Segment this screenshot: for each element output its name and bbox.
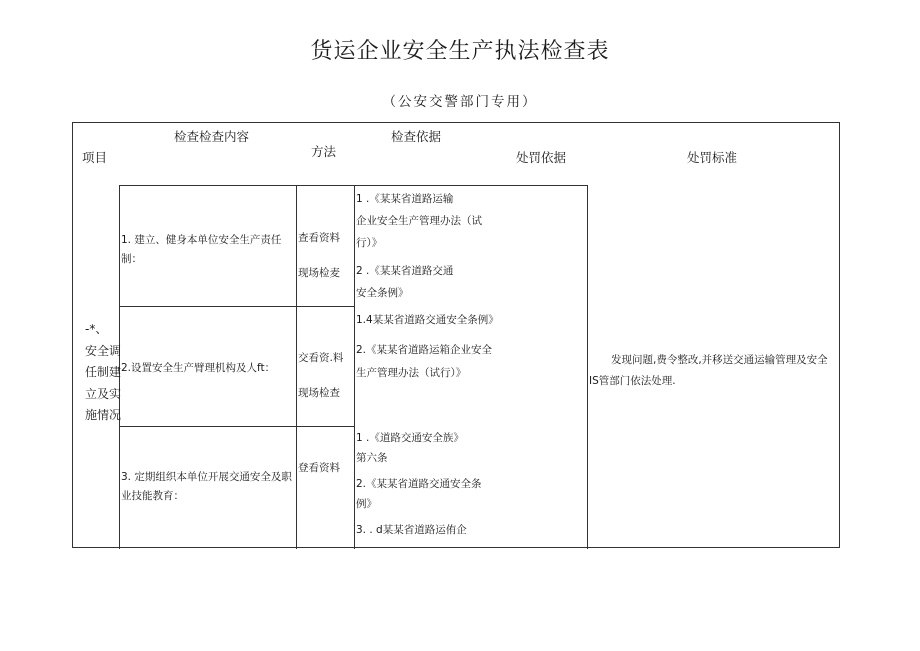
item-label-line: 安全调 <box>85 343 122 358</box>
divider-row2 <box>119 426 354 427</box>
row1-content: 1. 建立、健身本单位安全生产责任 制： <box>121 234 282 265</box>
item-label-line: -*、 <box>85 322 108 336</box>
item-label-line: 立及实 <box>85 386 122 401</box>
divider-header <box>119 185 588 186</box>
row1-method: 查看资料 现场检麦 <box>298 232 340 279</box>
divider-content <box>296 185 297 549</box>
header-content: 检查检查内容 <box>174 129 250 144</box>
item-label <box>85 319 121 427</box>
item-label-line: 任制建 <box>85 365 122 379</box>
header-basis: 检查依据 <box>391 129 442 144</box>
penalty-standard-text: 发现问题,费令整改,并移送交通运输管理及安全 IS管部门依法处理. <box>589 354 828 387</box>
inspection-table <box>72 122 840 548</box>
header-penalty-standard: 处罚标准 <box>687 150 738 165</box>
divider-basis <box>587 185 588 549</box>
row1-basis: 1 .《某某省道路运输 企业安全生产管理办法（试 行）》 2 .《某某省道路交通 安全条例》 <box>356 193 482 299</box>
page-title: 货运企业安全生产执法检查表 <box>310 39 610 64</box>
row3-content: 3. 定期组织本单位开展交通安全及职 业技能教育： <box>121 471 292 502</box>
row3-method: 登看资料 <box>298 462 340 474</box>
row2-basis: 1.4某某省道路交通安全条例》 2.《某某省道路运箱企业安全 生产管理办法（试行）》 <box>356 314 499 379</box>
divider-method <box>354 185 355 549</box>
row2-content: 2.设置安全生产臂理机构及人ft： <box>121 362 276 374</box>
header-penalty-basis: 处罚依据 <box>516 150 567 165</box>
row2-method: 交看资.料 现场检查 <box>298 352 344 399</box>
page-subtitle: （公安交警部门专用） <box>382 94 538 110</box>
row3-basis: 1 .《道路交通安全族》 第六条 2.《某某省道路交通安全条 例》 3. . d某某省道路运侑企 <box>356 432 482 536</box>
item-label-line: 施情况 <box>85 408 122 422</box>
divider-row1 <box>119 306 354 307</box>
header-method: 方法 <box>311 144 337 159</box>
header-item: 项目 <box>82 150 108 165</box>
